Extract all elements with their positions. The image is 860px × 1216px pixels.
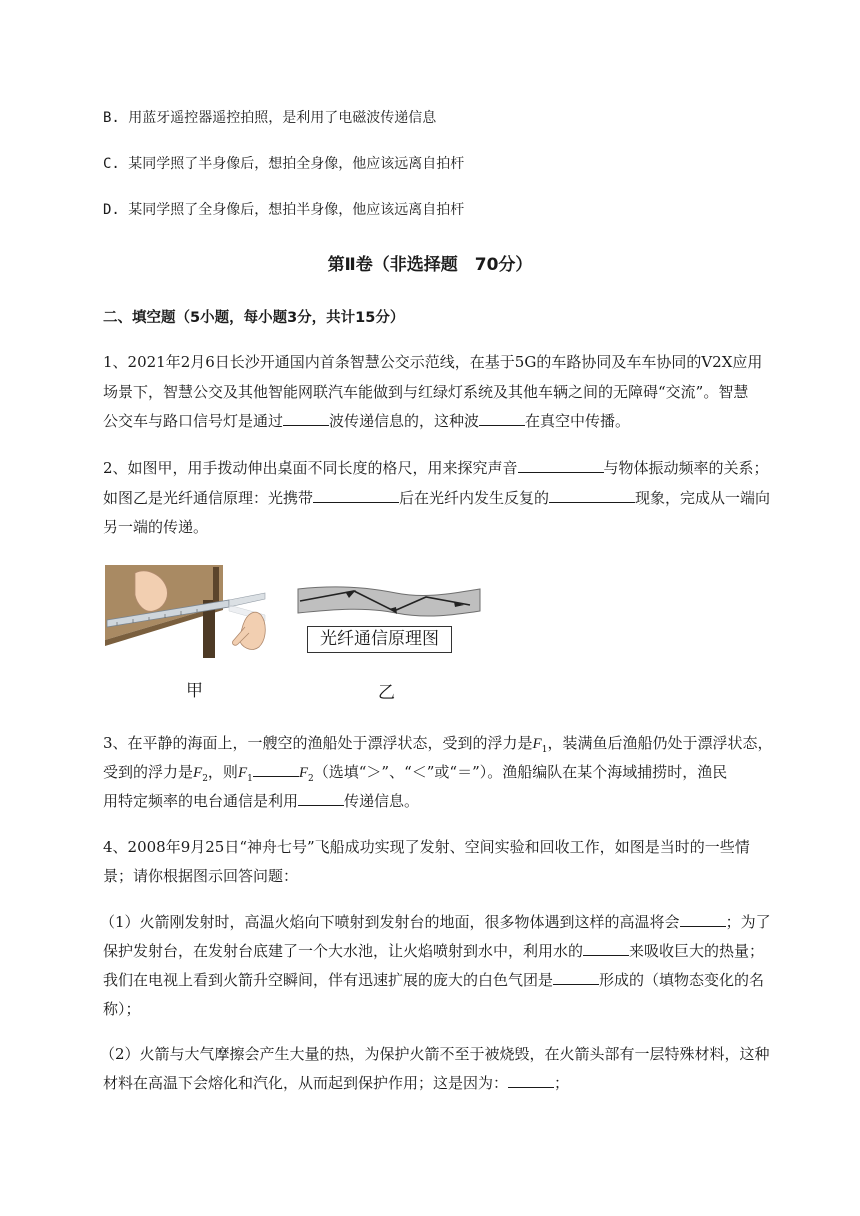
answer-blank[interactable]: [313, 485, 399, 503]
section-title: 第Ⅱ卷（非选择题 70分）: [327, 255, 533, 275]
answer-blank[interactable]: [508, 1070, 554, 1088]
f1-subscript: 1: [541, 745, 548, 755]
answer-blank[interactable]: [283, 408, 329, 426]
option-d-text: D. 某同学照了全身像后，想拍半身像，他应该远离自拍杆: [103, 202, 465, 218]
q2-text-d: 后在光纤内发生反复的: [399, 489, 550, 507]
f1-subscript: 1: [247, 774, 253, 784]
fiber-caption-box: [307, 626, 452, 653]
answer-blank[interactable]: [518, 455, 604, 473]
answer-blank[interactable]: [479, 408, 525, 426]
q3-text-e: （选填“＞”、“＜”或“＝”）。渔船编队在某个海域捕捞时，渔民: [313, 763, 728, 781]
q1-text-a: 公交车与路口信号灯是通过: [103, 412, 284, 430]
answer-blank[interactable]: [549, 485, 635, 503]
option-d: [103, 194, 803, 225]
q4-1-line-4: 称）；: [103, 1000, 141, 1018]
f2-symbol: F: [298, 765, 309, 781]
q3-text-f: 用特定频率的电台通信是利用: [103, 792, 299, 810]
f2-symbol: F: [193, 765, 203, 781]
optical-fiber-figure: [296, 583, 482, 619]
part-heading: 二、填空题（5小题，每小题3分，共计15分）: [103, 310, 405, 326]
answer-blank[interactable]: [680, 909, 726, 927]
answer-blank[interactable]: [298, 788, 344, 806]
fiber-caption: 光纤通信原理图: [320, 629, 439, 649]
q2-text-e: 现象，完成从一端向: [635, 489, 771, 507]
f1-symbol: F: [532, 736, 542, 752]
figure-label-right: 乙: [378, 683, 395, 703]
q4-1-line-1: [100, 907, 800, 937]
q2-line-2: [103, 483, 803, 513]
f2-subscript: 2: [202, 774, 208, 784]
option-c-text: C. 某同学照了半身像后，想拍全身像，他应该远离自拍杆: [103, 156, 465, 172]
option-b: [103, 102, 803, 133]
q1-line-3: [103, 406, 803, 436]
f2-subscript: 2: [308, 774, 314, 784]
q4-1-text-a: （1）火箭刚发射时，高温火焰向下喷射到发射台的地面，很多物体遇到这样的高温将会: [100, 913, 680, 931]
q4-2-line-1: （2）火箭与大气摩擦会产生大量的热，为保护火箭不至于被烧毁，在火箭头部有一层特殊材料，这种: [100, 1045, 770, 1063]
q3-text-b: ，装满鱼后渔船仍处于漂浮状态，: [547, 734, 773, 752]
figure-label-left: 甲: [186, 681, 203, 701]
q1-line-1: 1、2021年2月6日长沙开通国内首条智慧公交示范线，在基于5G的车路协同及车车协同的V2X应用: [103, 353, 763, 371]
q4-1-text-f: 形成的（填物态变化的名: [599, 971, 765, 989]
q2-line-3: 另一端的传递。: [103, 518, 209, 536]
q4-line-2: 景；请你根据图示回答问题：: [103, 867, 299, 885]
answer-blank[interactable]: [553, 967, 599, 985]
q4-line-1: 4、2008年9月25日“神舟七号”飞船成功实现了发射、空间实验和回收工作，如图是当时的一些情: [103, 838, 750, 856]
option-c: [103, 148, 803, 179]
q3-text-c: 受到的浮力是: [103, 763, 194, 781]
q3-text-d: ，则: [207, 763, 238, 781]
q4-1-text-e: 我们在电视上看到火箭升空瞬间，伴有迅速扩展的庞大的白色气团是: [103, 971, 554, 989]
q4-1-line-3: [103, 965, 803, 995]
answer-blank[interactable]: [253, 759, 299, 777]
q2-text-a: 2、如图甲，用手拨动伸出桌面不同长度的格尺，用来探究声音: [103, 459, 518, 477]
q1-text-b: 波传递信息的，这种波: [329, 412, 480, 430]
q4-1-text-c: 保护发射台，在发射台底建了一个大水池，让火焰喷射到水中，利用水的: [103, 942, 584, 960]
q2-text-b: 与物体振动频率的关系；: [603, 459, 769, 477]
q3-text-g: 传递信息。: [344, 792, 420, 810]
answer-blank[interactable]: [583, 938, 629, 956]
f1-symbol: F: [237, 765, 248, 781]
q4-1-line-2: [103, 936, 803, 966]
q2-line-1: [103, 453, 803, 483]
q4-2-line-2: [103, 1068, 803, 1098]
q4-1-text-d: 来吸收巨大的热量；: [629, 942, 765, 960]
q3-line-3: [103, 786, 803, 816]
q1-text-c: 在真空中传播。: [525, 412, 631, 430]
table-side: [213, 567, 219, 607]
q3-text-a: 3、在平静的海面上，一艘空的渔船处于漂浮状态，受到的浮力是: [103, 734, 533, 752]
option-b-text: B. 用蓝牙遥控器遥控拍照，是利用了电磁波传递信息: [103, 110, 437, 126]
q4-2-text-b: ；: [554, 1074, 570, 1092]
q1-line-2: 场景下，智慧公交及其他智能网联汽车能做到与红绿灯系统及其他车辆之间的无障碍“交流”。智慧: [103, 383, 749, 401]
ruler-table-figure: [105, 565, 277, 660]
q2-text-c: 如图乙是光纤通信原理：光携带: [103, 489, 314, 507]
q4-2-text-a: 材料在高温下会熔化和汽化，从而起到保护作用；这是因为：: [103, 1074, 509, 1092]
q4-1-text-b: ；为了: [725, 913, 771, 931]
